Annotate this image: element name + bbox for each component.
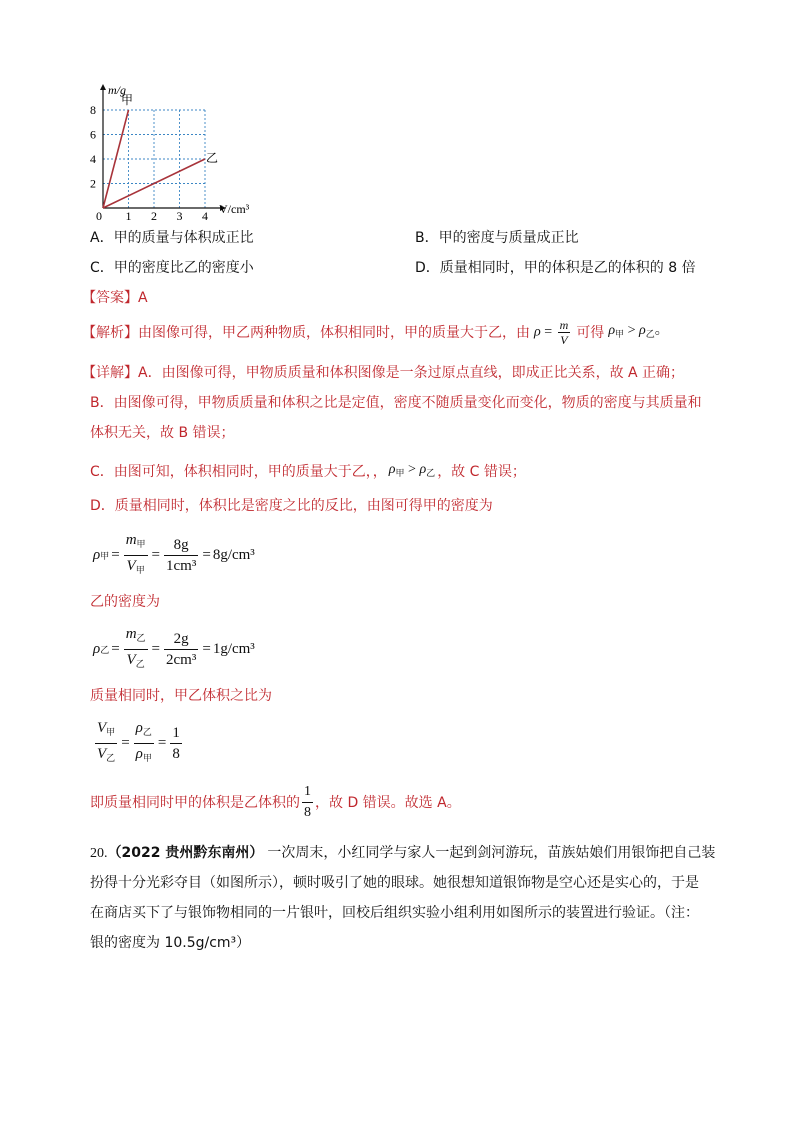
- fraction-one-eighth: $\frac{1}{8}$: [304, 784, 311, 820]
- can-get-text: 可得: [576, 324, 605, 341]
- conclusion-line: [90, 782, 461, 823]
- density-compare: $\rho_甲 > \rho_乙$。: [608, 322, 669, 340]
- detail-b-line2: 体积无关，故 B 错误；: [90, 425, 235, 441]
- answer-label: 【答案】: [82, 290, 138, 306]
- equation-density-yi: ρ 乙 = $\frac{m_乙}{V_乙}$ = $\frac{2g}{\text{2cm³}}$ = 1g/cm³: [93, 626, 255, 670]
- yi-density-label: 乙的密度为: [90, 594, 160, 610]
- x-tick-label: 4: [202, 209, 208, 223]
- question-source: （2022 贵州黔东南州）: [107, 845, 264, 861]
- option-d: D．质量相同时，甲的体积是乙的体积的 8 倍: [415, 260, 696, 276]
- answer-line: [82, 288, 148, 308]
- analysis-label: 【解析】: [82, 324, 138, 341]
- x-tick-label: 1: [125, 209, 132, 223]
- x-tick-label: 2: [151, 209, 157, 223]
- detail-a-line: [82, 363, 684, 383]
- chart-grid: [103, 110, 205, 208]
- option-b: B．甲的密度与质量成正比: [415, 230, 579, 246]
- x-tick-label: 3: [176, 209, 183, 223]
- equation-density-jia: ρ 甲 = $\frac{m_甲}{V_甲}$ = $\frac{8g}{\text{1cm³}}$ = 8g/cm³: [93, 532, 255, 576]
- question-20-line4: 银的密度为 10.5g/cm³）: [90, 935, 251, 951]
- detail-c-text-pre: C．由图可知，体积相同时，甲的质量大于乙，，: [90, 464, 387, 480]
- detail-b-line1: B．由图像可得，甲物质质量和体积之比是定值，密度不随质量变化而变化，物质的密度与其质量和: [90, 395, 702, 411]
- question-20-line2: 扮得十分光彩夺目（如图所示），顿时吸引了她的眼球。她很想知道银饰物是空心还是实心的，于是: [90, 875, 699, 891]
- question-number: 20.: [90, 846, 108, 861]
- y-tick-label: 6: [90, 127, 96, 142]
- option-c: C．甲的密度比乙的密度小: [90, 260, 254, 276]
- option-a: A．甲的质量与体积成正比: [90, 230, 254, 246]
- conclusion-pre: 即质量相同时甲的体积是乙体积的: [90, 794, 300, 811]
- y-axis-arrow: [100, 84, 106, 90]
- y-tick-label: 2: [90, 176, 96, 191]
- detail-label: 【详解】: [82, 365, 138, 381]
- ratio-label: 质量相同时，甲乙体积之比为: [90, 688, 272, 704]
- y-tick-label: 4: [90, 152, 96, 166]
- question-text-1: 一次周末，小红同学与家人一起到剑河游玩，苗族姑娘们用银饰把自己装: [267, 845, 716, 861]
- detail-a-text: A．由图像可得，甲物质质量和体积图像是一条过原点直线，即成正比关系，故 A 正确；: [138, 365, 685, 381]
- analysis-line: [82, 318, 669, 347]
- question-20-line3: 在商店买下了与银饰物相同的一片银叶，回校后组织实验小组利用如图所示的装置进行验证。（注：: [90, 905, 699, 921]
- series-label-jia: 甲: [121, 93, 134, 107]
- series-label-yi: 乙: [206, 151, 219, 165]
- detail-c-text-post: ，故 C 错误；: [437, 464, 526, 480]
- answer-value: A: [138, 290, 148, 306]
- density-formula: ρ = $\frac{m}{V}$: [534, 318, 569, 347]
- analysis-text: 由图像可得，甲乙两种物质，体积相同时，甲的质量大于乙，由: [138, 324, 530, 341]
- y-tick-label: 8: [90, 103, 96, 117]
- equation-volume-ratio: $\frac{V_甲}{V_乙}$ = $\frac{\rho_乙}{\rho_甲}$ = $\frac{1}{8}$: [97, 720, 180, 764]
- x-axis-label: V/cm³: [219, 202, 250, 216]
- detail-d-line: D．质量相同时，体积比是密度之比的反比，由图可得甲的密度为: [90, 498, 493, 514]
- y-axis-label: m/g: [108, 83, 126, 97]
- conclusion-post: ，故 D 错误。故选 A。: [315, 794, 461, 811]
- mass-volume-chart: [80, 80, 280, 225]
- origin-label: 0: [96, 209, 102, 223]
- detail-c-line: [90, 460, 526, 484]
- detail-c-compare: $\rho_甲 > \rho_乙$: [388, 462, 436, 479]
- question-20-line1: [90, 843, 715, 864]
